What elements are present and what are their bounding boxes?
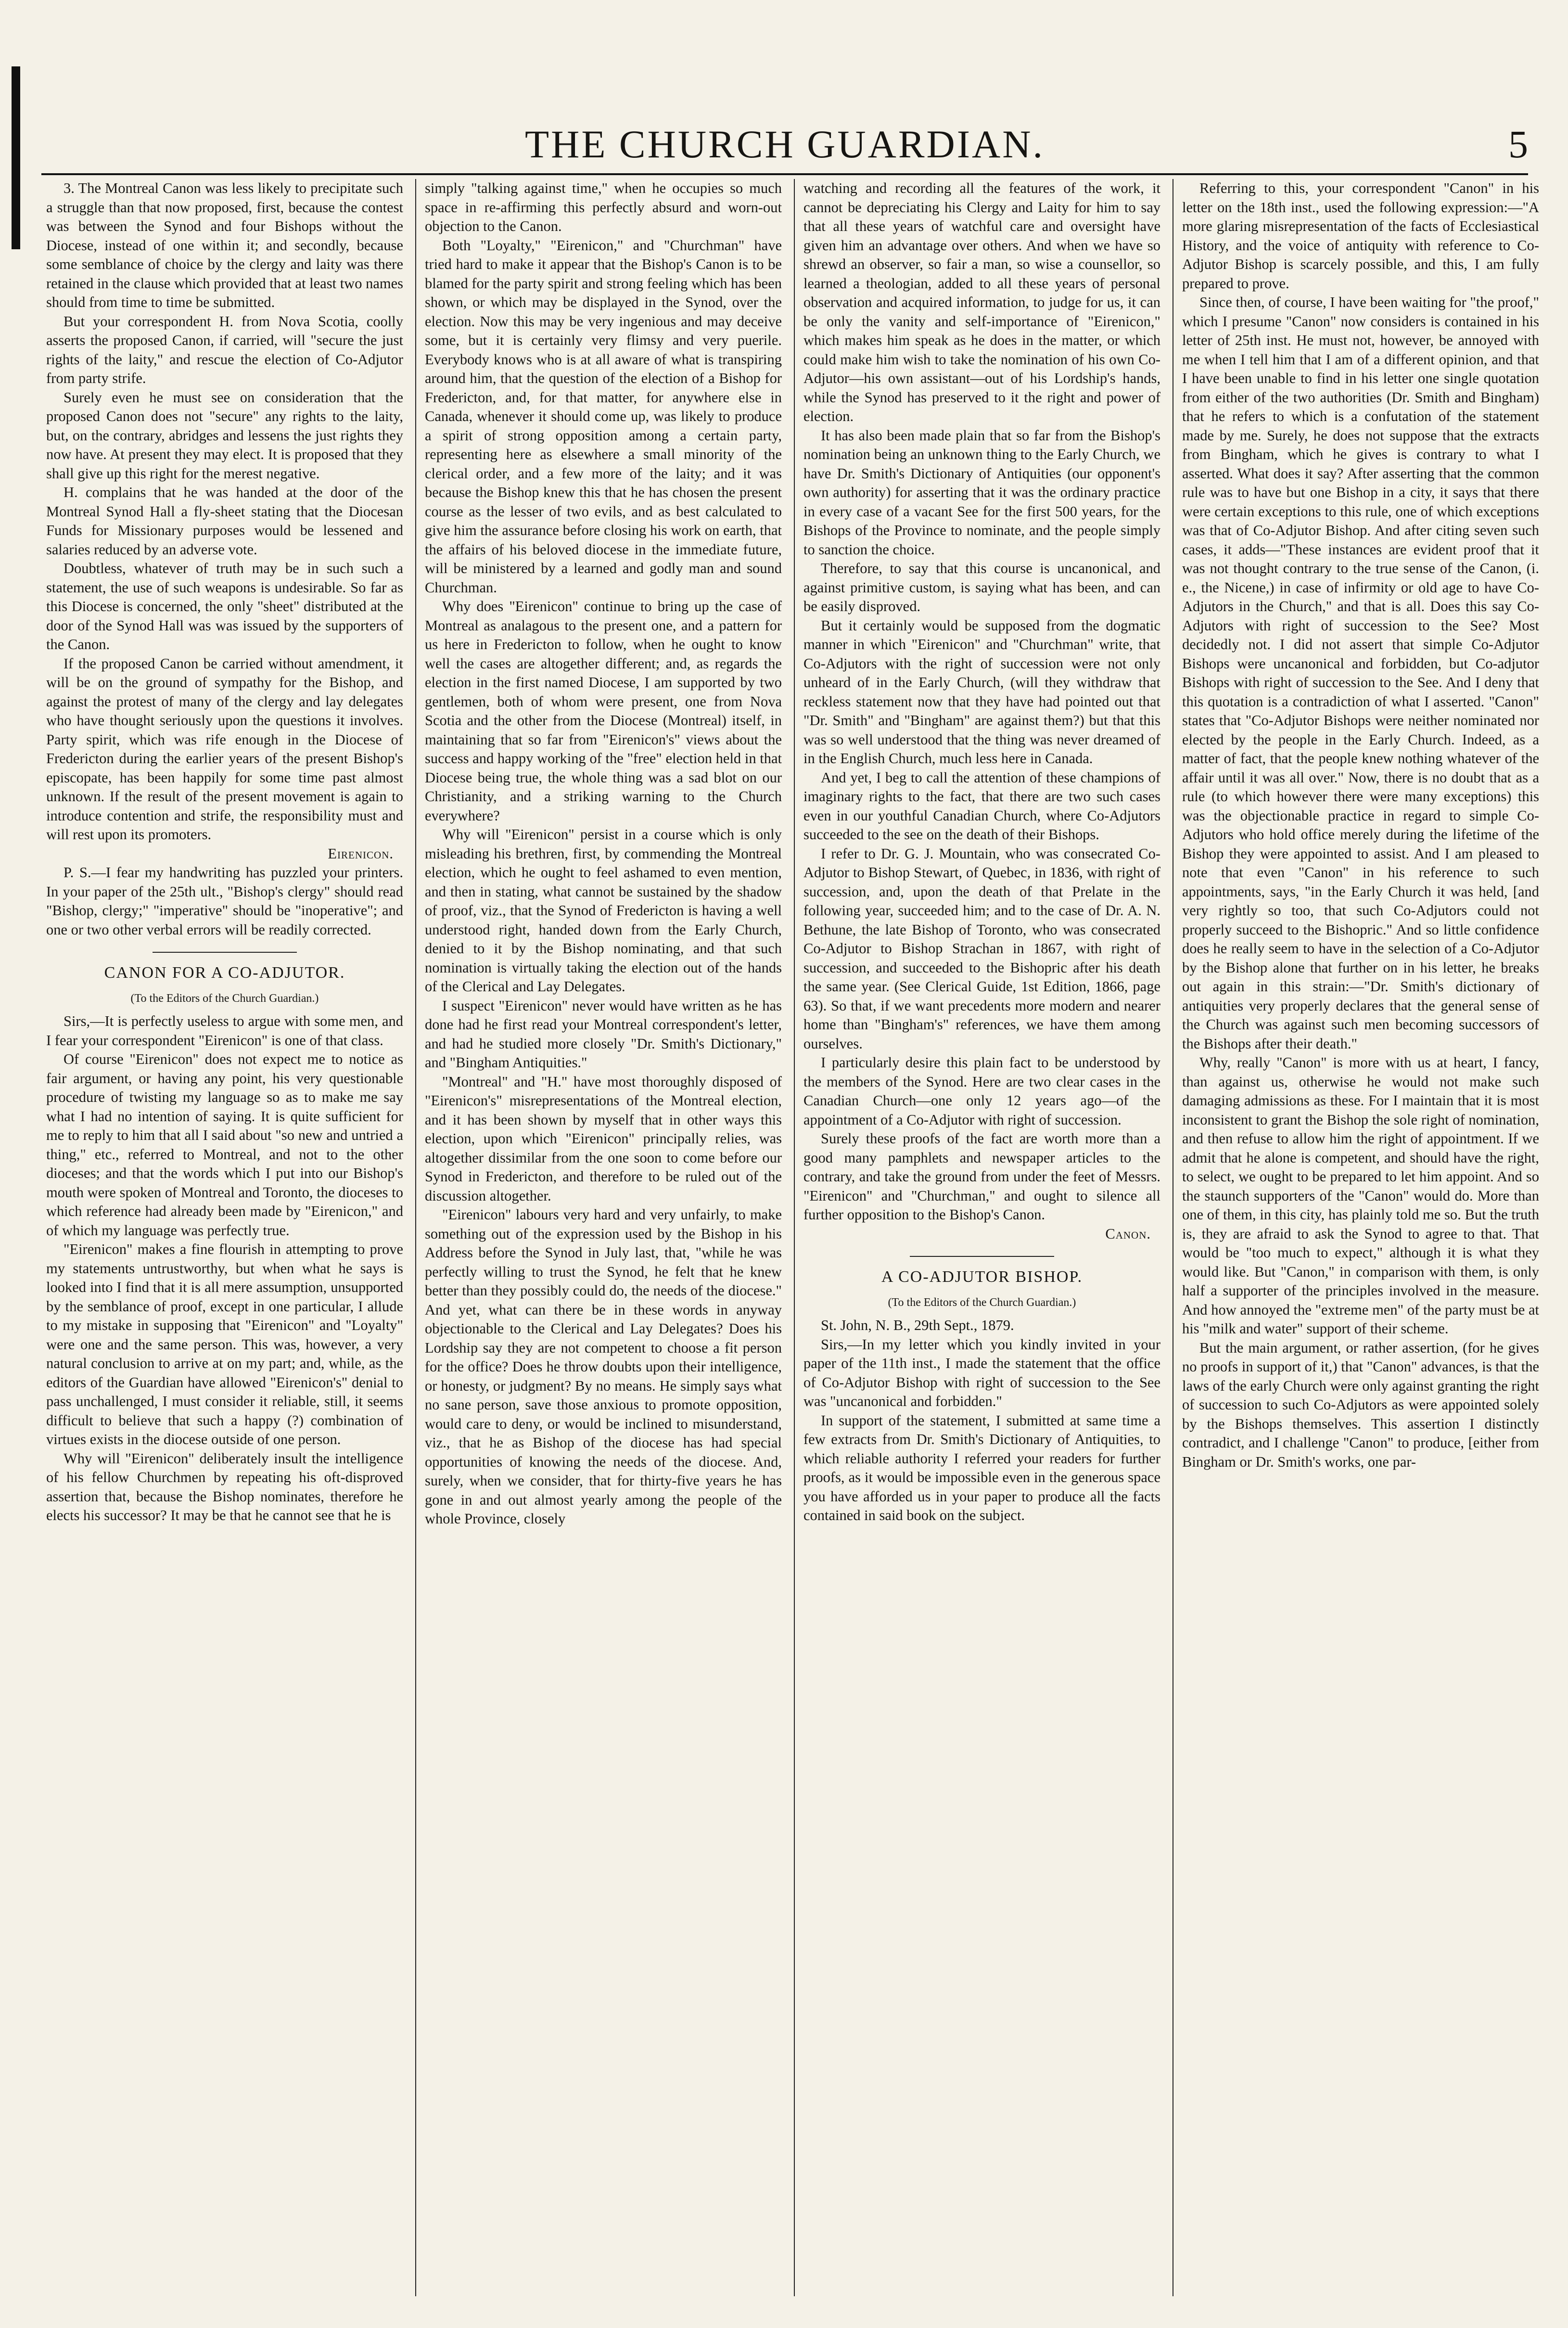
article-separator (910, 1256, 1054, 1257)
article-heading: CANON FOR A CO-ADJUTOR. (104, 964, 345, 982)
paragraph: I refer to Dr. G. J. Mountain, who was consecrated Co-Adjutor to Bishop Stewart, of Quebec, in 1836, with right of succession, and, upon the death of that Prelate in the following year, succeeded him; and to the case of Dr. A. N. Bethune, the late Bishop of Toronto, who was consecrated Co-Adjutor to Bishop Strachan in 1867, with right of succession, and succeeded to the Bishopric after his death the same year. (See Clerical Guide, 1st Edition, 1866, page 63). So that, if we want precedents more modern and nearer home than "Bingham's" references, we have them among ourselves. (803, 845, 1160, 1052)
paragraph: And yet, I beg to call the attention of these champions of imaginary rights to the fact, that there are two such cases even in our youthful Canadian Church, where Co-Adjutors succeeded to the see on the death of their Bishops. (803, 769, 1160, 843)
paragraph: "Eirenicon" makes a fine flourish in attempting to prove my statements untrustworthy, but when what he says is looked into I find that it is all mere assumption, unsupported by the semblance of proof, except in one particular, I allude to my mistake in supposing that "Eirenicon" and "Loyalty" were one and the same person. This was, however, a very natural conclusion to arrive at on my part; and, while, as the editors of the Guardian have allowed "Eirenicon's" denial to pass unchallenged, I must consider it reliable, still, it seems difficult to believe that such a happy (?) combination of virtues exists in the diocese outside of one person. (46, 1241, 403, 1447)
paragraph: Of course "Eirenicon" does not expect me to notice as fair argument, or having any point, his very questionable procedure of twisting my language so as to make me say what I had no intention of saying. It is quite sufficient for me to reply to him that all I said about "so new and untried a thing," etc., referred to Montreal, and not to the other dioceses; and that the words which I put into our Bishop's mouth were spoken of Montreal and Toronto, the dioceses to which reference had already been made by "Eirenicon," and of which my language was perfectly true. (46, 1051, 403, 1239)
paragraph: H. complains that he was handed at the door of the Montreal Synod Hall a fly-sheet stating that the Diocesan Funds for Missionary purposes would be lessened and salaries reduced by an adverse vote. (46, 484, 403, 558)
page-header (41, 120, 1528, 178)
paragraph: Surely these proofs of the fact are worth more than a good many pamphlets and newspaper articles to the contrary, and take the ground from under the feet of Messrs. "Eirenicon" and "Churchman," and ought to silence all further opposition to the Bishop's Canon. (803, 1130, 1160, 1223)
paragraph: 3. The Montreal Canon was less likely to precipitate such a struggle than that now proposed, first, because the contest was between the Synod and four Bishops without the Diocese, instead of one within it; and secondly, because some semblance of choice by the clergy and laity was there retained in the clause which provided that at least two names should from time to time be submitted. (46, 180, 403, 310)
column-4 (1182, 179, 1539, 2301)
paragraph: "Montreal" and "H." have most thoroughly disposed of "Eirenicon's" misrepresentations of the Montreal election, and it has been shown by myself that in other ways this election, upon which "Eirenicon" principally relies, was altogether dissimilar from the one soon to come before our Synod in Fredericton, and therefore to be ruled out of the discussion altogether. (425, 1073, 782, 1204)
header-rule (41, 173, 1528, 175)
page-number: 5 (1508, 122, 1528, 166)
scan-edge-mark (12, 66, 20, 249)
editor-note: (To the Editors of the Church Guardian.) (888, 1296, 1076, 1309)
paragraph: If the proposed Canon be carried without amendment, it will be on the ground of sympathy for the Bishop, and against the protest of many of the clergy and lay delegates who have thought seriously upon the questions it involves. Party spirit, which was rife enough in the Diocese of Fredericton during the earlier years of the present Bishop's episcopate, has been happily for some time past almost unknown. If the result of the present movement is again to introduce contention and strife, the responsibility must and will rest upon its promoters. (46, 655, 403, 843)
paragraph: Doubtless, whatever of truth may be in such such a statement, the use of such weapons is undesirable. So far as this Diocese is concerned, the only "sheet" distributed at the door of the Synod Hall was was issued by the supporters of the Canon. (46, 560, 403, 652)
masthead-title: THE CHURCH GUARDIAN. (525, 122, 1045, 166)
column-1 (46, 179, 403, 2301)
paragraph: But the main argument, or rather assertion, (for he gives no proofs in support of it,) that "Canon" advances, is that the laws of the early Church were only against granting the right of succession to such Co-Adjutors as were appointed solely by the Bishops themselves. This assertion I distinctly contradict, and I challenge "Canon" to produce, [either from Bingham or Dr. Smith's works, one par- (1182, 1339, 1539, 1470)
paragraph: Sirs,—In my letter which you kindly invited in your paper of the 11th inst., I made the statement that the office of Co-Adjutor Bishop with right of succession to the See was "uncanonical and forbidden." (803, 1336, 1160, 1409)
paragraph: But your correspondent H. from Nova Scotia, coolly asserts the proposed Canon, if carried, will "secure the just rights of the laity," and rescue the election of Co-Adjutor from party strife. (46, 313, 403, 386)
article-separator (153, 952, 297, 953)
paragraph: But it certainly would be supposed from the dogmatic manner in which "Eirenicon" and "Churchman" write, that Co-Adjutors with the right of succession were not only unheard of in the Early Church, (will they withdraw that reckless statement now that they have had pointed out that "Dr. Smith" and "Bingham" are against them?) but that this was so well understood that the thing was never dreamed of in the English Church, much less here in Canada. (803, 617, 1160, 767)
column-2 (425, 179, 782, 2301)
paragraph: "Eirenicon" labours very hard and very unfairly, to make something out of the expression used by the Bishop in his Address before the Synod in July last, that, "while he was perfectly willing to trust the Synod, he felt that he knew better than they possibly could do, the needs of the diocese." And yet, what can there be in these words in anyway objectionable to the Clerical and Lay Delegates? Does his Lordship say they are not competent to choose a fit person for the office? Does he throw doubts upon their intelligence, or honesty, or judgment? By no means. He simply says what no sane person, save those anxious to promote opposition, would care to deny, or would be inclined to misunderstand, viz., that he as Bishop of the diocese has had special opportunities of knowing the needs of the diocese. And, surely, when we consider, that for thirty-five years he has gone in and out almost yearly among the people of the whole Province, closely (425, 1206, 782, 1527)
column-3 (803, 179, 1160, 2301)
paragraph: Both "Loyalty," "Eirenicon," and "Churchman" have tried hard to make it appear that the Bishop's Canon is to be blamed for the party spirit and strong feeling which has been shown, or which may be displayed in the Synod, over the election. Now this may be very ingenious and may deceive some, but it is certainly very flimsy and very puerile. Everybody knows who is at all aware of what is transpiring around him, that the question of the election of a Bishop for Fredericton, and, for that matter, for anywhere else in Canada, whenever it should come up, was likely to produce a spirit of strong opposition among a certain party, representing here as elsewhere a small minority of the clerical order, and a few more of the laity; and it was because the Bishop knew this that he has chosen the present course as the lesser of two evils, and as best calculated to give him the assurance before closing his work on earth, that the affairs of his beloved diocese in the immediate future, will be ministered by a learned and godly man and sound Churchman. (425, 237, 782, 596)
paragraph: Since then, of course, I have been waiting for "the proof," which I presume "Canon" now considers is contained in his letter of 25th inst. He must not, however, be annoyed with me when I tell him that I am of a different opinion, and that I have been unable to find in his letter one single quotation from either of the two authorities (Dr. Smith and Bingham) that he refers to which is a confutation of the statement made by me. Surely, he does not suppose that the extracts from Bingham, which he gives is contrary to what I asserted. What does it say? After asserting that the common rule was to have but one Bishop in a city, it says that there were certain exceptions to this rule, one of which exceptions was that of Co-Adjutor Bishop. And after citing seven such cases, it adds—"These instances are evident proof that it was not thought contrary to the true sense of the Canon, (i. e., the Nicene,) in case of infirmity or old age to have Co-Adjutors in the Church," and that is all. Does this say Co-Adjutors with right of succession to the See? Most decidedly not. I did not assert that simple Co-Adjutor Bishops were uncanonical and forbidden, but Co-adjutor Bishops with right of succession to the See. And I deny that this quotation is a contradiction of what I asserted. "Canon" states that "Co-Adjutor Bishops were neither nominated nor elected by the people in the Early Church. Indeed, as a matter of fact, that the people knew nothing whatever of the affair until it was all over." Now, there is no doubt that as a rule (to which however there were many exceptions) this was the objectionable practice in regard to simple Co-Adjutors who hold office merely during the lifetime of the Bishop they were appointed to assist. And I am pleased to note that even "Canon" in his reference to such appointments, says, "in the Early Church it was held, [and very rightly so too, that such Co-Adjutors could not properly succeed to the Bishopric." And so little confidence does he really seem to have in the selection of a Co-Adjutor by the Bishop alone that further on in his letter, he breaks out again in this strain:—"Dr. Smith's dictionary of antiquities very properly declares that the general sense of the Church was against such men becoming successors of the Bishops after their death." (1182, 294, 1539, 1052)
column-divider (415, 179, 416, 2296)
paragraph: watching and recording all the features of the work, it cannot be depreciating his Clergy and Laity for him to say that all these years of watchful care and oversight have given him an advantage over others. And when we have so shrewd an observer, so fair a man, so wise a counsellor, so learned a theologian, added to all these years of personal observation and acquired information, to judge for us, it can be only the vanity and self-importance of "Eirenicon," which makes him speak as he does in the matter, or which could make him wish to take the nomination of his own Co-Adjutor—his own assistant—out of his Lordship's hands, while the Synod has preserved to it the right and power of election. (803, 180, 1160, 424)
paragraph: Surely even he must see on consideration that the proposed Canon does not "secure" any rights to the laity, but, on the contrary, abridges and lessens the just rights they now have. At present they may elect. It is proposed that they shall give up this right for the merest negative. (46, 389, 403, 482)
paragraph: Referring to this, your correspondent "Canon" in his letter on the 18th inst., used the following expression:—"A more glaring misrepresentation of the facts of Ecclesiastical History, and the voice of antiquity with reference to Co-Adjutor Bishop is scarcely possible, and this, I am fully prepared to prove. (1182, 180, 1539, 292)
column-divider (794, 179, 795, 2296)
paragraph: Why, really "Canon" is more with us at heart, I fancy, than against us, otherwise he would not make such damaging admissions as these. For I maintain that it is most inconsistent to grant the Bishop the sole right of nomination, and then refuse to allow him the right of appointment. If we admit that he alone is competent, and should have the right, to select, we ought to be prepared to let him appoint. And so the staunch supporters of the "Canon" would do. More than one of them, in this city, has plainly told me so. But the truth is, they are afraid to ask the Synod to agree to that. That would be "too much to expect," although it is what they would like. But "Canon," in comparison with them, is only half a supporter of the principles involved in the measure. And how annoyed the "extreme men" of the party must be at his "milk and water" support of their scheme. (1182, 1054, 1539, 1337)
paragraph: Why will "Eirenicon" deliberately insult the intelligence of his fellow Churchmen by repeating his oft-disproved assertion that, because the Bishop nominates, therefore he elects his successor? It may be that he cannot see that he is (46, 1450, 403, 1523)
paragraph: Why does "Eirenicon" continue to bring up the case of Montreal as analagous to the present one, and a pattern for us here in Fredericton to follow, when he ought to know well the cases are altogether different; and, as regards the election in the first named Diocese, I am supported by two gentlemen, both of whom were present, one from Nova Scotia and the other from the Diocese (Montreal) itself, in maintaining that so far from "Eirenicon's" views about the success and happy working of the "free" election held in that Diocese being true, the whole thing was a sad blot on our Christianity, and a striking warning to the Church everywhere? (425, 598, 782, 824)
paragraph: I suspect "Eirenicon" never would have written as he has done had he first read your Montreal correspondent's letter, and had he studied more closely "Dr. Smith's Dictionary," and "Bingham Antiquities." (425, 997, 782, 1071)
paragraph: P. S.—I fear my handwriting has puzzled your printers. In your paper of the 25th ult., "Bishop's clergy" should read "Bishop, clergy;" "imperative" should be "inoperative"; and one or two other verbal errors will be readily corrected. (46, 864, 403, 938)
editor-note: (To the Editors of the Church Guardian.) (130, 992, 319, 1005)
signature: Canon. (1105, 1225, 1151, 1242)
paragraph: Sirs,—It is perfectly useless to argue with some men, and I fear your correspondent "Eirenicon" is one of that class. (46, 1013, 403, 1049)
paragraph: Why will "Eirenicon" persist in a course which is only misleading his brethren, first, by commending the Montreal election, which he ought to feel ashamed to even mention, and then in stating, what cannot be sustained by the shadow of proof, viz., that the Synod of Fredericton is having a well understood right, handed down from the Early Church, denied to it by the Bishop nominating, and that such nomination is virtually taking the election out of the hands of the Clerical and Lay Delegates. (425, 826, 782, 995)
article-heading: A CO-ADJUTOR BISHOP. (881, 1268, 1083, 1286)
signature: Eirenicon. (328, 845, 394, 862)
paragraph: In support of the statement, I submitted at same time a few extracts from Dr. Smith's Dictionary of Antiquities, to which reliable authority I referred your readers for further proofs, as it would be impossible even in the generous space you have afforded us in your paper to produce all the facts contained in said book on the subject. (803, 1412, 1160, 1523)
paragraph: St. John, N. B., 29th Sept., 1879. (821, 1317, 1014, 1333)
paragraph: simply "talking against time," when he occupies so much space in re-affirming this perfectly absurd and worn-out objection to the Canon. (425, 180, 782, 234)
paragraph: I particularly desire this plain fact to be understood by the members of the Synod. Here are two clear cases in the Canadian Church—one only 12 years ago—of the appointment of a Co-Adjutor with right of succession. (803, 1054, 1160, 1128)
paragraph: Therefore, to say that this course is uncanonical, and against primitive custom, is saying what has been, and can be easily disproved. (803, 560, 1160, 614)
paragraph: It has also been made plain that so far from the Bishop's nomination being an unknown thing to the Early Church, we have Dr. Smith's Dictionary of Antiquities (our opponent's own authority) for asserting that it was the ordinary practice in every case of a vacant See for the first 500 years, for the Bishops of the Province to nominate, and the people simply to sanction the choice. (803, 427, 1160, 558)
